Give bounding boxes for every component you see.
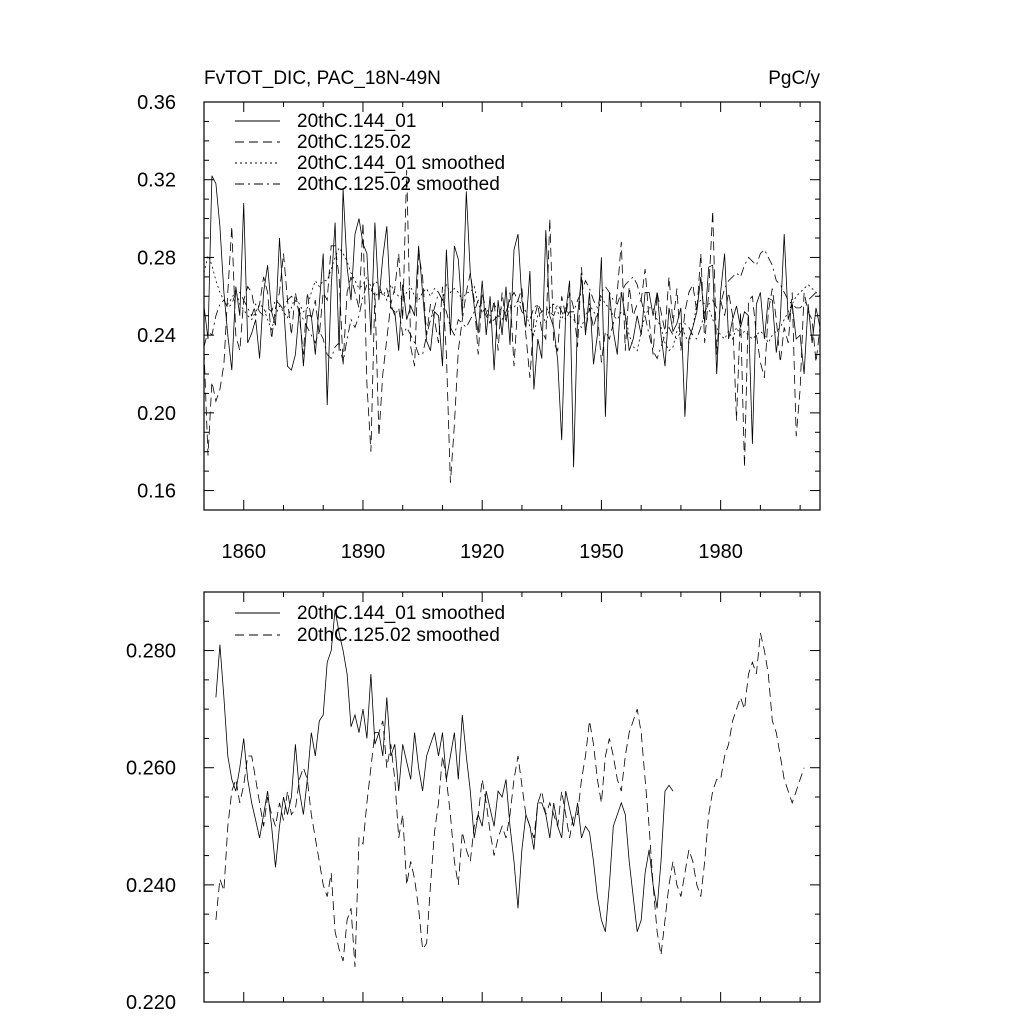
top-ytick-label: 0.24: [137, 325, 176, 348]
top-xtick-label: 1980: [698, 541, 743, 563]
bottom-legend-label-2: 20thC.125.02 smoothed: [297, 625, 500, 646]
top-xtick-labels: [221, 541, 742, 563]
top-xtick-label: 1920: [459, 541, 505, 563]
bottom-ytick-label: 0.220: [125, 992, 176, 1014]
bottom-panel: [126, 592, 820, 1014]
top-series-layer: [204, 170, 820, 483]
top-ytick-label: 0.32: [137, 169, 176, 192]
top-series-line-2: [204, 170, 820, 483]
top-xtick-label: 1860: [221, 541, 266, 563]
top-legend-label-4: 20thC.125.02 smoothed: [297, 174, 500, 195]
bottom-ytick-label: 0.240: [125, 874, 176, 897]
top-series-line-1: [204, 176, 820, 468]
top-xtick-label: 1950: [579, 541, 624, 563]
top-ytick-labels: [137, 92, 176, 503]
bottom-legend-label-1: 20thC.144_01 smoothed: [297, 603, 506, 624]
top-title-left: FvTOT_DIC, PAC_18N-49N: [204, 68, 441, 89]
top-panel: [137, 68, 820, 563]
top-legend-label-3: 20thC.144_01 smoothed: [297, 153, 506, 174]
top-ytick-label: 0.16: [137, 480, 176, 503]
top-xtick-label: 1890: [340, 541, 386, 563]
bottom-legend: [235, 603, 505, 646]
bottom-series-line-2: [216, 633, 804, 967]
top-legend-label-2: 20thC.125.02: [297, 132, 412, 153]
bottom-ytick-label: 0.280: [125, 640, 176, 663]
bottom-ytick-label: 0.260: [125, 757, 176, 780]
top-ytick-label: 0.36: [137, 92, 176, 114]
top-ytick-label: 0.28: [137, 247, 176, 270]
bottom-ytick-labels: [126, 641, 176, 1014]
top-legend: [235, 111, 505, 195]
top-ytick-label: 0.20: [137, 402, 176, 425]
bottom-series-layer: [216, 610, 804, 967]
top-legend-label-1: 20thC.144_01: [297, 111, 417, 132]
top-title-right: PgC/y: [768, 68, 820, 89]
